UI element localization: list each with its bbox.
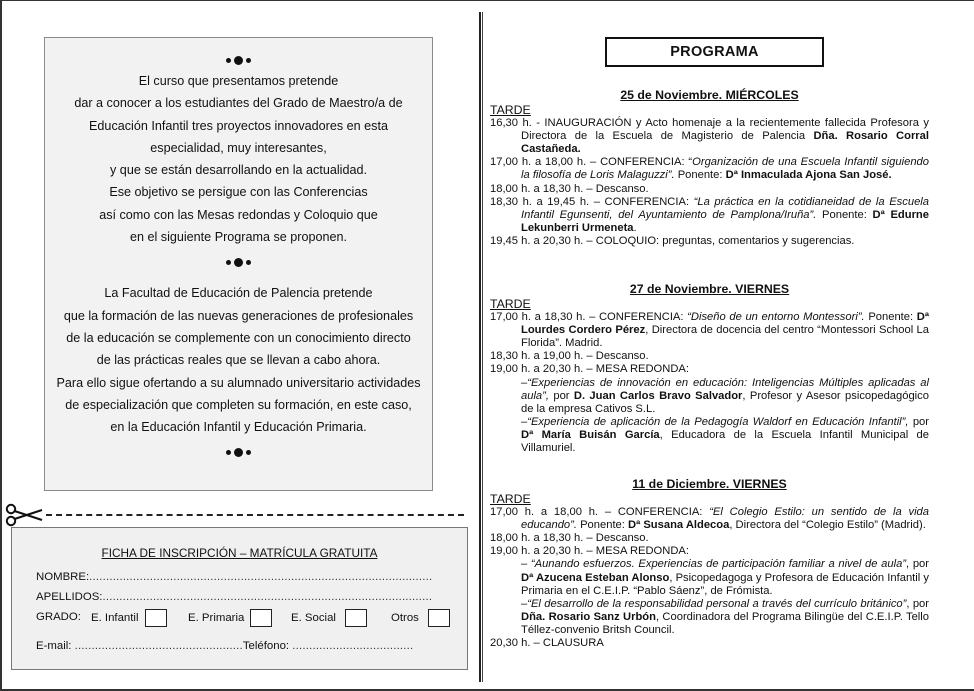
nombre-label: NOMBRE: xyxy=(36,571,90,583)
day-1-section xyxy=(490,89,929,248)
day-heading: 27 de Noviembre. VIERNES xyxy=(629,282,790,296)
intro-line: y que se están desarrollando en la actualidad. xyxy=(110,163,367,178)
apellidos-field[interactable]: .................................................................................................. xyxy=(102,591,433,603)
day-heading: 11 de Diciembre. VIERNES xyxy=(632,477,787,491)
grado-option-infantil[interactable]: E. Infantil xyxy=(91,609,167,627)
event-coloquio: 19,45 h. a 20,30 h. – COLOQUIO: preguntas, comentarios y sugerencias. xyxy=(490,234,855,247)
apellidos-label: APELLIDOS: xyxy=(36,591,103,603)
event-mesa-redonda: 19,00 h. a 20,30 h. – MESA REDONDA: xyxy=(490,363,689,376)
event-conferencia: 17,00 h. a 18,30 h. – CONFERENCIA: “Diseño de un entorno Montessori”. Ponente: Dª Lourdes Cordero Pérez, Directora de docencia del centro “Montessori School La Florida”. Madrid. xyxy=(490,311,929,350)
infantil-checkbox[interactable] xyxy=(145,609,167,627)
intro-line: Para ello sigue ofertando a su alumnado universitario actividades xyxy=(56,375,421,390)
form-title: FICHA DE INSCRIPCIÓN – MATRÍCULA GRATUITA xyxy=(101,546,378,560)
grado-option-social[interactable]: E. Social xyxy=(291,609,367,627)
grado-label: GRADO: xyxy=(36,611,81,623)
day-3-section xyxy=(490,478,929,650)
day-heading: 25 de Noviembre. MIÉRCOLES xyxy=(620,88,799,102)
intro-line: en la Educación Infantil y Educación Primaria. xyxy=(110,420,367,435)
contact-row[interactable] xyxy=(36,640,413,652)
bullet-separator xyxy=(45,442,432,462)
tarde-label: TARDE xyxy=(490,492,531,507)
intro-line: en el siguiente Programa se proponen. xyxy=(129,230,348,245)
telefono-field[interactable]: .................................... xyxy=(292,640,414,652)
grado-row xyxy=(36,609,456,629)
intro-line: La Facultad de Educación de Palencia pretende xyxy=(104,286,373,301)
registration-form xyxy=(11,527,468,670)
bullet-separator xyxy=(45,252,432,272)
intro-box xyxy=(44,37,433,491)
intro-line: especialidad, muy interesantes, xyxy=(150,140,327,155)
email-field[interactable]: .................................................. xyxy=(74,640,243,652)
intro-line: El curso que presentamos pretende xyxy=(138,74,339,88)
event-conferencia: 18,30 h. a 19,45 h. – CONFERENCIA: “La práctica en la cotidianeidad de la Escuela Infantil Egunsenti, del Ayuntamiento de Pamplona/Iruña”. Ponente: Dª Edurne Lekunberri Urmeneta. xyxy=(490,195,929,234)
social-checkbox[interactable] xyxy=(345,609,367,627)
mesa-ponencia: –“Experiencias de innovación en educación: Inteligencias Múltiples aplicadas al aula”, por D. Juan Carlos Bravo Salvador, Profesor y Asesor psicopedagógico de la empresa Cativos S.L. xyxy=(521,376,929,415)
event-inauguracion: 16,30 h. - INAUGURACIÓN y Acto homenaje a la recientemente fallecida Profesora y Directora de la Escuela de Magisterio de Palencia Dña. Rosario Corral Castañeda. xyxy=(490,117,929,156)
intro-line: así como con las Mesas redondas y Coloquio que xyxy=(99,207,378,222)
event-conferencia: 17,00 h. a 18,00 h. – CONFERENCIA: “El Colegio Estilo: un sentido de la vida educando”. Ponente: Dª Susana Aldecoa, Directora del “Colegio Estilo” (Madrid). xyxy=(490,506,930,532)
intro-paragraph-2 xyxy=(45,282,432,438)
event-conferencia: 17,00 h. a 18,00 h. – CONFERENCIA: “Organización de una Escuela Infantil siguiendo la filosofía de Loris Malaguzzi”. Ponente: Dª Inmaculada Ajona San José. xyxy=(490,156,929,182)
intro-line: de la educación se complemente con un conocimiento directo xyxy=(66,330,411,345)
tarde-label: TARDE xyxy=(490,103,531,118)
grado-option-primaria[interactable]: E. Primaria xyxy=(188,609,272,627)
intro-line: Ese objetivo se persigue con las Conferencias xyxy=(109,185,368,200)
telefono-label: Teléfono: xyxy=(242,640,290,652)
bullet-separator xyxy=(45,50,432,70)
scissors-icon xyxy=(4,503,44,527)
primaria-checkbox[interactable] xyxy=(250,609,272,627)
mesa-ponencia: – “Aunando esfuerzos. Experiencias de participación familiar a nivel de aula”, por Dª Azucena Esteban Alonso, Psicopedagoga y Profesora de Educación Infantil y Primaria en el C.E.I.P. “Pablo Sáenz”, de Frómista. xyxy=(521,558,930,597)
nombre-field[interactable]: ...................................................................................................... xyxy=(89,571,433,583)
event-clausura: 20,30 h. – CLAUSURA xyxy=(490,637,604,650)
tarde-label: TARDE xyxy=(490,297,531,312)
intro-line: que la formación de las nuevas generaciones de profesionales xyxy=(63,308,414,323)
grado-option-otros[interactable]: Otros xyxy=(391,609,450,627)
cut-line xyxy=(4,503,464,527)
programa-title: PROGRAMA xyxy=(605,37,824,67)
nombre-row[interactable] xyxy=(36,571,432,583)
intro-line: Educación Infantil tres proyectos innovadores en esta xyxy=(89,118,388,133)
intro-line: de especialización que completen su formación, en este caso, xyxy=(65,397,412,412)
apellidos-row[interactable] xyxy=(36,591,432,603)
mesa-ponencia: –“Experiencia de aplicación de la Pedagogía Waldorf en Educación Infantil”, por Dª María Buisán García, Educadora de la Escuela Infantil Municipal de Villamuriel. xyxy=(521,415,929,455)
otros-checkbox[interactable] xyxy=(428,609,450,627)
intro-line: dar a conocer a los estudiantes del Grado de Maestro/a de xyxy=(74,96,403,111)
mesa-ponencia: –“El desarrollo de la responsabilidad personal a través del currículo británico”, por Dña. Rosario Sanz Urbón, Coordinadora del Programa Bilingüe del C.E.I.P. Tello Téllez-convenio Britsh Council. xyxy=(521,597,929,636)
column-divider xyxy=(479,12,483,682)
intro-line: de las prácticas reales que se llevan a cabo ahora. xyxy=(96,353,381,368)
email-label: E-mail: xyxy=(36,640,72,652)
event-descanso: 18,00 h. a 18,30 h. – Descanso. xyxy=(490,182,649,195)
day-2-section xyxy=(490,283,929,455)
event-descanso: 18,00 h. a 18,30 h. – Descanso. xyxy=(490,532,649,545)
event-mesa-redonda: 19,00 h. a 20,30 h. – MESA REDONDA: xyxy=(490,545,689,558)
event-descanso: 18,30 h. a 19,00 h. – Descanso. xyxy=(490,350,649,363)
intro-paragraph-1 xyxy=(45,70,432,248)
